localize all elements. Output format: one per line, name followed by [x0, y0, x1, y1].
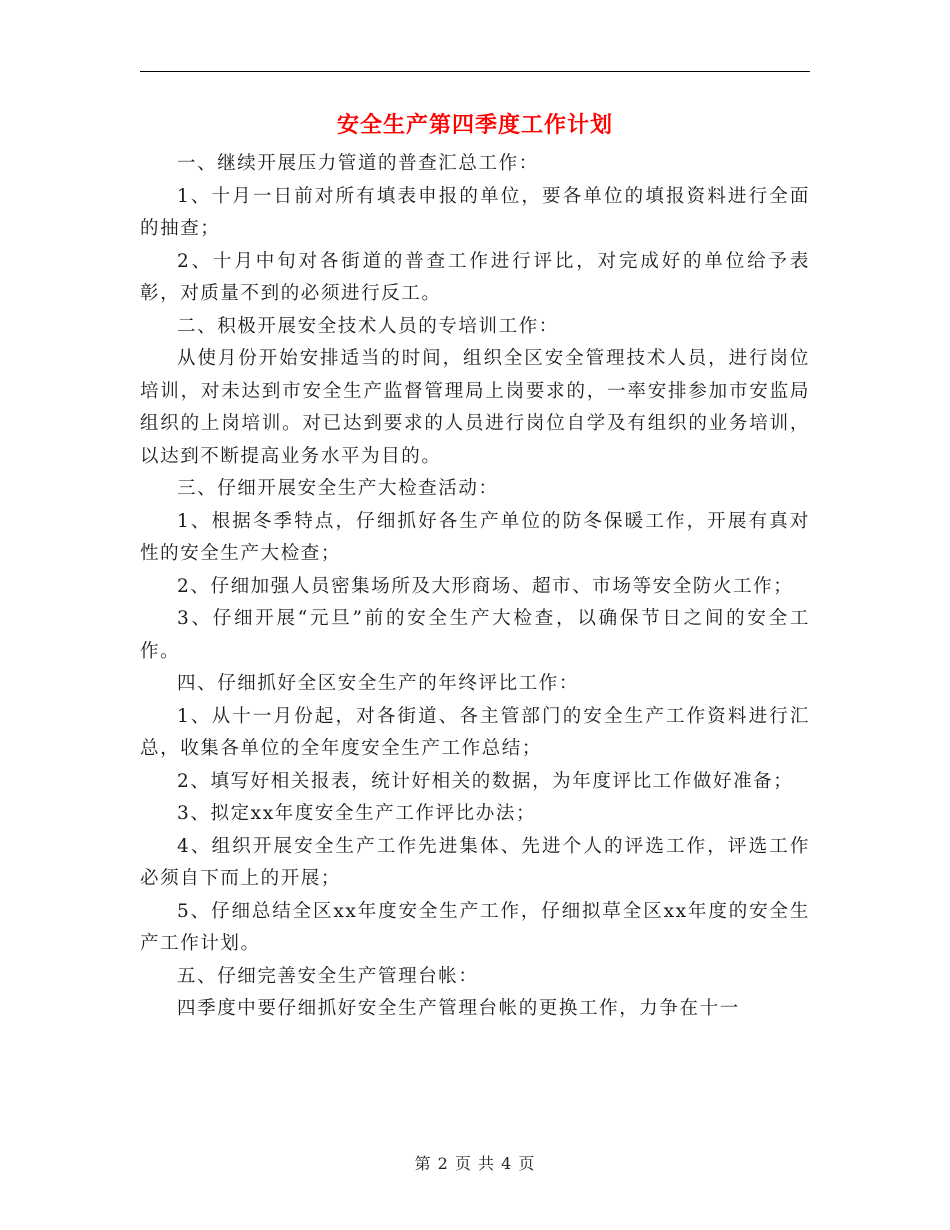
footer-prefix: 第: [414, 1154, 432, 1173]
paragraph: 5、仔细总结全区xx年度安全生产工作，仔细拟草全区xx年度的安全生产工作计划。: [140, 900, 810, 954]
document-body: [140, 148, 810, 1026]
paragraph: 2、十月中旬对各街道的普查工作进行评比，对完成好的单位给予表彰，对质量不到的必须进行反工。: [140, 250, 810, 304]
footer-middle: 页 共: [454, 1154, 496, 1173]
paragraph: 2、填写好相关报表，统计好相关的数据，为年度评比工作做好准备；: [177, 770, 794, 792]
document-title: 安全生产第四季度工作计划: [336, 113, 613, 138]
footer-total-pages: 4: [501, 1154, 513, 1173]
header-rule: [140, 71, 810, 72]
paragraph: 五、仔细完善安全生产管理台帐：: [177, 965, 479, 987]
footer-suffix: 页: [518, 1154, 536, 1173]
page-footer: [140, 1152, 810, 1176]
paragraph: 一、继续开展压力管道的普查汇总工作：: [177, 153, 539, 174]
paragraph: 4、组织开展安全生产工作先进集体、先进个人的评选工作，评选工作必须自下而上的开展；: [140, 835, 810, 889]
paragraph: 1、十月一日前对所有填表申报的单位，要各单位的填报资料进行全面的抽查；: [140, 185, 810, 239]
paragraph: 2、仔细加强人员密集场所及大形商场、超市、市场等安全防火工作；: [177, 575, 794, 597]
paragraph: 从使月份开始安排适当的时间，组织全区安全管理技术人员，进行岗位培训，对未达到市安全生产监督管理局上岗要求的，一率安排参加市安监局组织的上岗培训。对已达到要求的人员进行岗位自学及有组织的业务培训，以达到不断提高业务水平为目的。: [140, 348, 810, 467]
paragraph: 四、仔细抓好全区安全生产的年终评比工作：: [177, 673, 580, 694]
footer-page-number: 2: [437, 1154, 449, 1173]
paragraph: 四季度中要仔细抓好安全生产管理台帐的更换工作，力争在十一: [177, 998, 740, 1019]
paragraph: 三、仔细开展安全生产大检查活动：: [177, 478, 499, 499]
paragraph: 3、仔细开展“元旦”前的安全生产大检查，以确保节日之间的安全工作。: [140, 608, 810, 662]
paragraph: 3、拟定xx年度安全生产工作评比办法；: [177, 803, 537, 824]
paragraph: 1、根据冬季特点，仔细抓好各生产单位的防冬保暖工作，开展有真对性的安全生产大检查；: [140, 510, 810, 564]
paragraph: 二、积极开展安全技术人员的专培训工作：: [177, 315, 559, 337]
paragraph: 1、从十一月份起，对各街道、各主管部门的安全生产工作资料进行汇总，收集各单位的全年度安全生产工作总结；: [140, 705, 810, 759]
